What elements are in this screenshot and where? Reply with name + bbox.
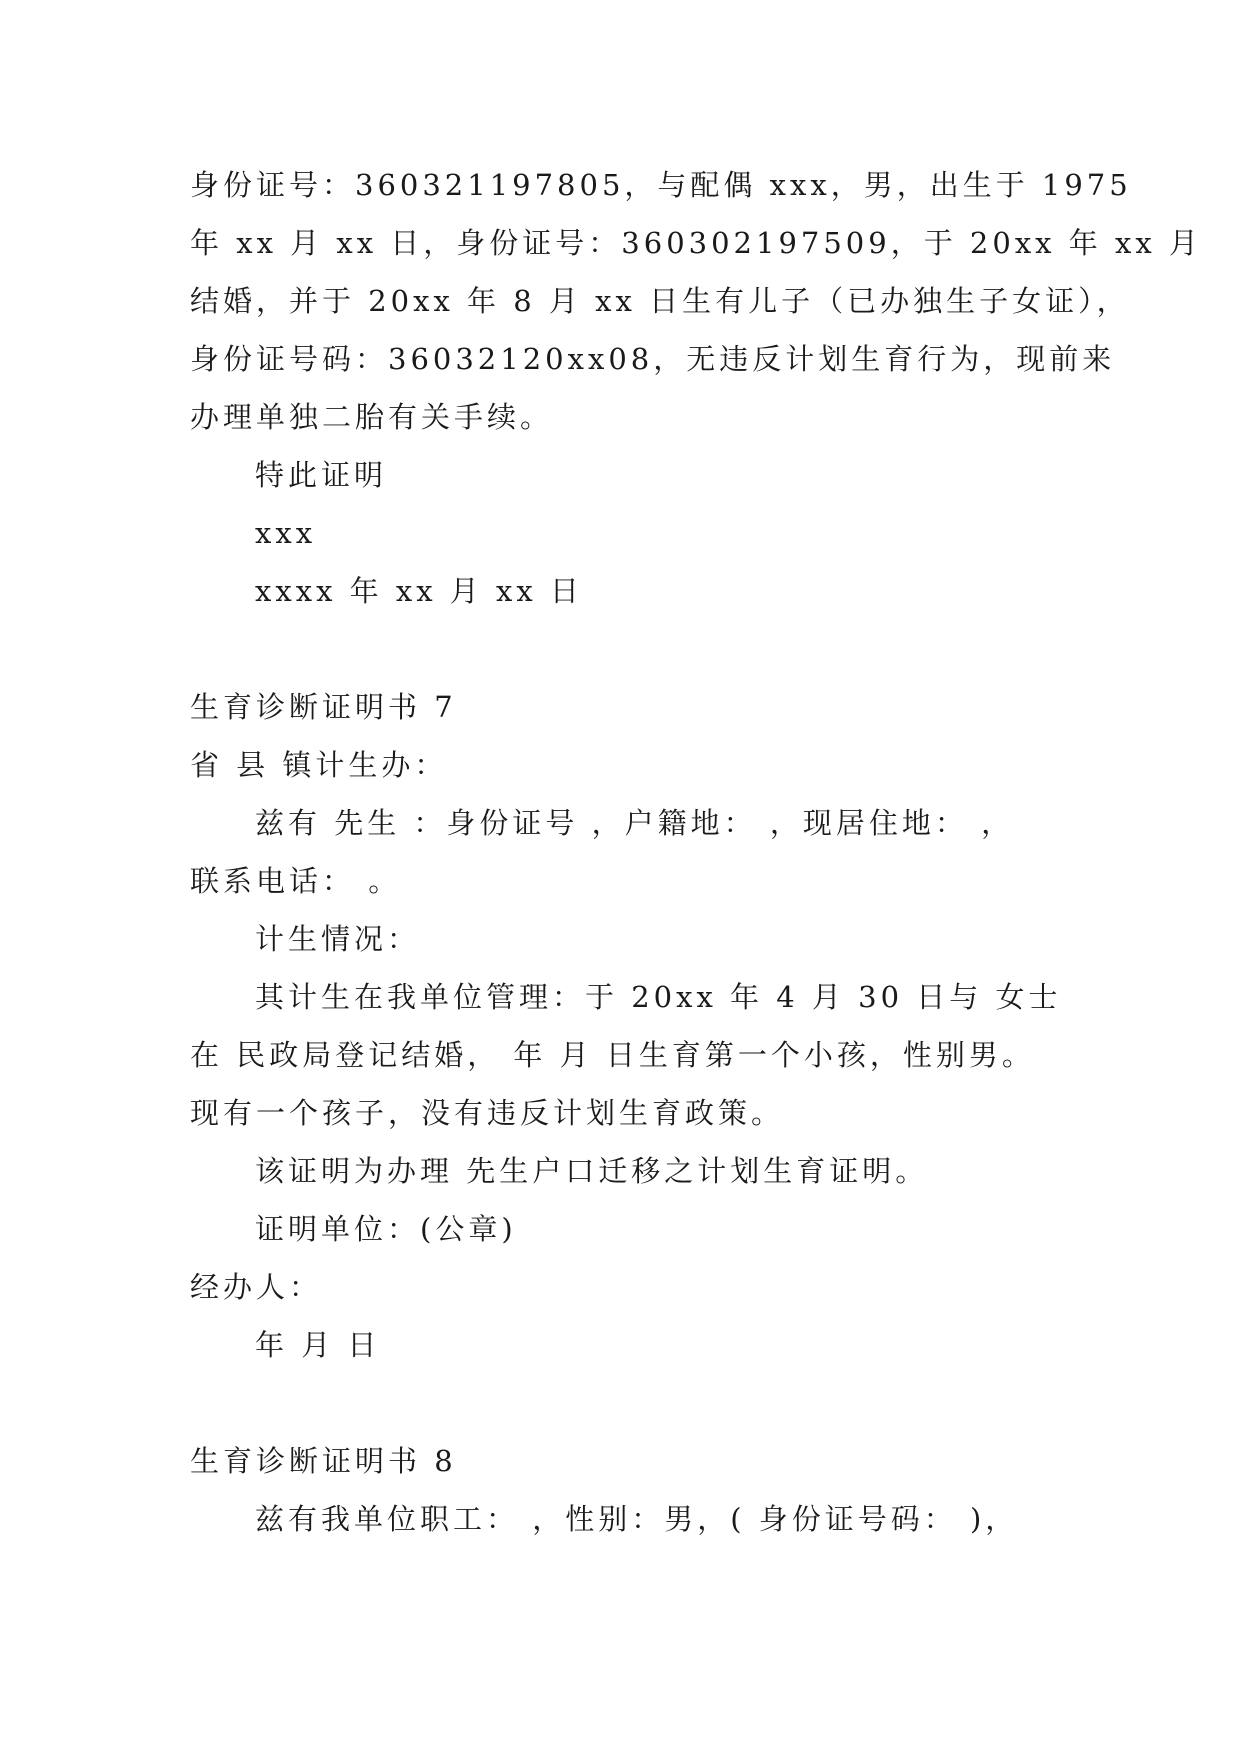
status-line: 现有一个孩子，没有违反计划生育政策。 bbox=[190, 1096, 785, 1130]
date-line: 年 月 日 bbox=[255, 1328, 381, 1362]
body-line: 结婚，并于 20xx 年 8 月 xx 日生有儿子（已办独生子女证）， bbox=[190, 284, 1130, 318]
intro-line: 联系电话： 。 bbox=[190, 864, 402, 898]
issuer-line: 证明单位：(公章) bbox=[255, 1212, 517, 1246]
status-line: 在 民政局登记结婚， 年 月 日生育第一个小孩，性别男。 bbox=[190, 1038, 1035, 1072]
intro-line: 兹有 先生 ：身份证号 ，户籍地： ，现居住地： ， bbox=[255, 806, 1015, 840]
body-line: 身份证号码：36032120xx08，无违反计划生育行为，现前来 bbox=[190, 342, 1116, 376]
body-line: 办理单独二胎有关手续。 bbox=[190, 400, 554, 434]
body-line: 身份证号：360321197805，与配偶 xxx，男，出生于 1975 bbox=[190, 168, 1132, 202]
status-line: 其计生在我单位管理：于 20xx 年 4 月 30 日与 女士 bbox=[255, 980, 1062, 1014]
purpose-line: 该证明为办理 先生户口迁移之计划生育证明。 bbox=[255, 1154, 929, 1188]
section-title: 生育诊断证明书 7 bbox=[190, 690, 457, 724]
intro-line: 兹有我单位职工： ，性别：男，( 身份证号码： )， bbox=[255, 1502, 1019, 1536]
section-title: 生育诊断证明书 8 bbox=[190, 1444, 457, 1478]
closing-text: 特此证明 bbox=[255, 458, 388, 492]
body-line: 年 xx 月 xx 日，身份证号：360302197509，于 20xx 年 xx 月 bbox=[190, 226, 1202, 260]
status-heading: 计生情况： bbox=[255, 922, 421, 956]
signer: xxx bbox=[255, 516, 317, 550]
date-line: xxxx 年 xx 月 xx 日 bbox=[255, 574, 583, 608]
handler-line: 经办人： bbox=[190, 1270, 323, 1304]
addressee: 省 县 镇计生办： bbox=[190, 748, 448, 782]
